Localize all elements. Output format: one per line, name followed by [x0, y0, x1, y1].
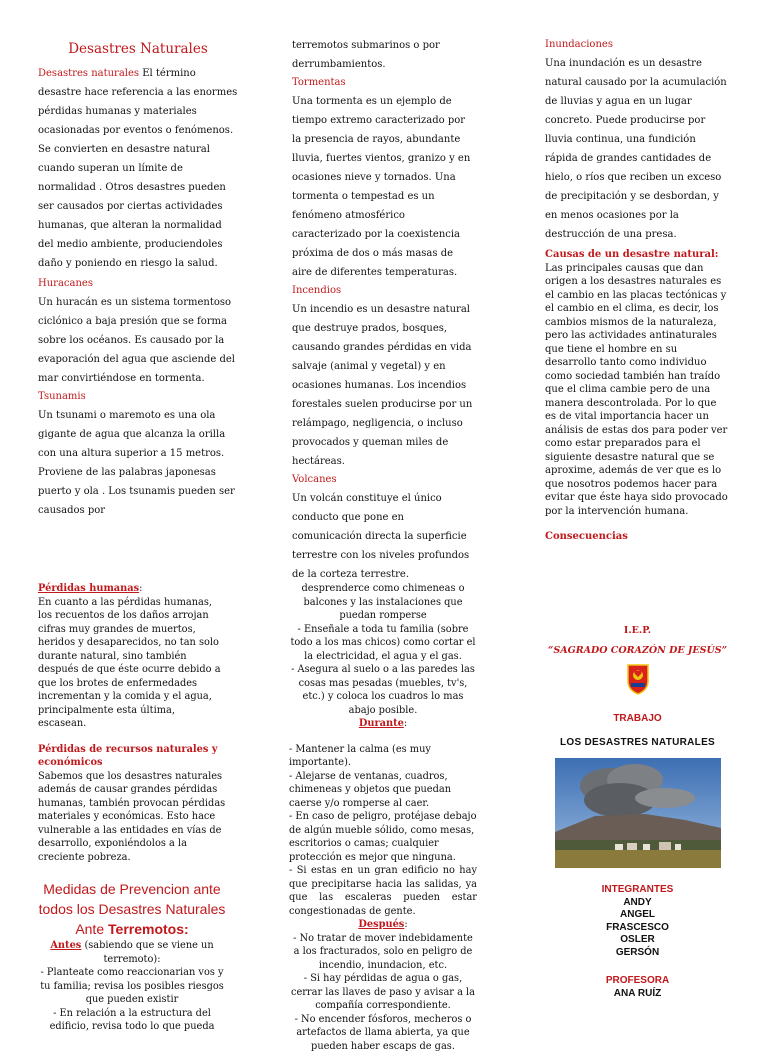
- incendios-heading: Incendios: [292, 282, 475, 300]
- integrante-name: FRASCESCO: [530, 922, 745, 935]
- school-abbr: I.E.P.: [530, 625, 745, 636]
- durante-item-2: - Alejarse de ventanas, cuadros, chimeneas y objetos que puedan caerse y/o romperse al caer.: [289, 770, 477, 811]
- despues-item-3: - No encender fósforos, mecheros o artefactos de llama abierta, ya que pueden haber escaps de gas.: [289, 1013, 477, 1053]
- antes-item-4: - Asegura al suelo o a las paredes las cosas mas pesadas (muebles, tv's, etc.) y coloca los cuadros lo mas abajo posible.: [289, 663, 477, 717]
- intro-text: El término desastre hace referencia a las enormes pérdidas humanas y materiales ocasionadas por eventos o fenómenos. Se convierten en desastre natural cuando superan un límite de normalidad . Otros desastres pueden ser causados por ciertas actividades humanas, que alteran la normalidad del medio ambiente, produciendoles daño y poniendo en riesgo la salud.: [38, 68, 237, 269]
- tsunamis-continued: terremotos submarinos o por derrumbamientos.: [292, 36, 475, 74]
- despues-heading: Después: [358, 919, 404, 930]
- integrante-name: ANDY: [530, 897, 745, 910]
- tormentas-text: Una tormenta es un ejemplo de tiempo extremo caracterizado por la presencia de rayos, abundante lluvia, fuertes vientos, granizo y en ocasiones nieve y tornados. Una tormenta o tempestad es un fenómeno atmosférico caracterizado por la coexistencia próxima de dos o más masas de aire de diferentes temperaturas.: [292, 92, 475, 282]
- integrantes-heading: INTEGRANTES: [530, 884, 745, 897]
- ante-terremotos-heading: Ante Terremotos:: [38, 919, 226, 939]
- column-1: [38, 38, 238, 520]
- integrante-name: ANGEL: [530, 909, 745, 922]
- cover-panel: [530, 625, 745, 1000]
- school-crest-icon: [626, 663, 650, 695]
- causas-text: Las principales causas que dan origen a los desastres naturales es el cambio en las placas tectónicas y el cambio en el clima, es decir, los cambios mismos de la naturaleza, pero las actividades antinaturales que tiene el hombre en su desarrollo tanto como individuo como sociedad también han traído que el clima cambie pero de una manera descontrolada. Por lo que es de vital importancia hacer un análisis de estas dos para poder ver como estar preparados para el siguiente desastre natural que se aproxime, además de ver que es lo que nosotros podemos hacer para evitar que éste haya sido provocado por la intervención humana.: [545, 262, 730, 519]
- antes-continued: desprenderce como chimeneas o balcones y las instalaciones que puedan romperse: [289, 582, 477, 623]
- integrante-name: OSLER: [530, 934, 745, 947]
- durante-item-1: - Mantener la calma (es muy importante).: [289, 743, 477, 770]
- causas-heading: Causas de un desastre natural:: [545, 248, 730, 262]
- perdidas-heading: Pérdidas humanas: [38, 583, 139, 594]
- volcano-photo: [555, 758, 721, 868]
- durante-item-3: - En caso de peligro, protéjase debajo de algún mueble sólido, como mesas, escritorios o camas; cualquier protección es mejor que ninguna.: [289, 810, 477, 864]
- page-title: Desastres Naturales: [38, 38, 238, 60]
- recursos-heading: Pérdidas de recursos naturales y económicos: [38, 743, 226, 770]
- durante-item-4: - Si estas en un gran edificio no hay que precipitarse hacia las salidas, ya que las escaleras pueden estar congestionadas de gente.: [289, 864, 477, 918]
- trabajo-label: TRABAJO: [530, 713, 745, 724]
- volcanes-text: Un volcán constituye el único conducto que pone en comunicación directa la superficie terrestre con los niveles profundos de la corteza terrestre.: [292, 489, 475, 584]
- intro-term: Desastres naturales: [38, 68, 139, 79]
- column-4: [38, 582, 226, 1034]
- durante-heading: Durante: [359, 718, 404, 729]
- profesora-heading: PROFESORA: [530, 975, 745, 988]
- antes-note: (sabiendo que se viene un terremoto):: [81, 940, 213, 965]
- durante-heading-row: Durante:: [289, 717, 477, 731]
- integrantes-list: [530, 897, 745, 960]
- intro-paragraph: [38, 64, 238, 273]
- antes-label: Antes: [50, 940, 81, 951]
- consecuencias-heading: Consecuencias: [545, 530, 730, 544]
- school-name: “SAGRADO CORAZÓN DE JESÚS”: [530, 645, 745, 656]
- tsunamis-heading: Tsunamis: [38, 388, 238, 406]
- perdidas-text: En cuanto a las pérdidas humanas, los recuentos de los daños arrojan cifras muy grandes de muertos, heridos y desaparecidos, no tan solo durante natural, sino también después de que éste ocurre debido a que los brotes de enfermedades incrementan y la comida y el agua, principalmente esta última, escasean.: [38, 596, 226, 731]
- huracanes-heading: Huracanes: [38, 275, 238, 293]
- antes-item-2: - En relación a la estructura del edificio, revisa todo lo que pueda: [38, 1007, 226, 1034]
- column-3: [545, 36, 730, 544]
- despues-item-1: - No tratar de mover indebidamente a los fracturados, solo en peligro de incendio, inundacion, etc.: [289, 932, 477, 973]
- despues-heading-row: Después:: [289, 918, 477, 932]
- profesora-name: ANA RUÍZ: [530, 988, 745, 1001]
- incendios-text: Un incendio es un desastre natural que destruye prados, bosques, causando grandes pérdidas en vida salvaje (animal y vegetal) y en ocasiones humanas. Los incendios forestales suelen producirse por un relámpago, negligencia, o incluso provocados y queman miles de hectáreas.: [292, 300, 475, 471]
- tsunamis-text: Un tsunami o maremoto es una ola gigante de agua que alcanza la orilla con una altura superior a 15 metros. Proviene de las palabras japonesas puerto y ola . Los tsunamis pueden ser causados por: [38, 406, 238, 520]
- tormentas-heading: Tormentas: [292, 74, 475, 92]
- despues-item-2: - Si hay pérdidas de agua o gas, cerrar las llaves de paso y avisar a la compañía correspondiente.: [289, 972, 477, 1013]
- column-5: [289, 582, 477, 1053]
- perdidas-heading-row: Pérdidas humanas:: [38, 582, 226, 596]
- medidas-heading: Medidas de Prevencion ante todos los Desastres Naturales: [38, 879, 226, 919]
- inundaciones-text: Una inundación es un desastre natural causado por la acumulación de lluvias y agua en un lugar concreto. Puede producirse por lluvia continua, una fundición rápida de grandes cantidades de hielo, o ríos que reciben un exceso de precipitación y se desbordan, y en menos ocasiones por la destrucción de una presa.: [545, 54, 730, 244]
- huracanes-text: Un huracán es un sistema tormentoso ciclónico a baja presión que se forma sobre los océanos. Es causado por la evaporación del agua que asciende del mar convirtiéndose en tormenta.: [38, 293, 238, 388]
- column-2: [292, 36, 475, 584]
- antes-block: [38, 939, 226, 966]
- antes-item-3: - Enseñale a toda tu familia (sobre todo a los mas chicos) como cortar el la electricidad, el agua y el gas.: [289, 623, 477, 664]
- antes-item-1: - Planteate como reaccionarian vos y tu familia; revisa los posibles riesgos que pueden existir: [38, 966, 226, 1007]
- volcanes-heading: Volcanes: [292, 471, 475, 489]
- recursos-text: Sabemos que los desastres naturales además de causar grandes pérdidas humanas, también provocan pérdidas materiales y económicas. Esto hace vulnerable a las entidades en vías de desarrollo, exponiéndolos a la creciente pobreza.: [38, 770, 226, 865]
- topic-title: LOS DESASTRES NATURALES: [530, 737, 745, 748]
- integrante-name: GERSÓN: [530, 947, 745, 960]
- inundaciones-heading: Inundaciones: [545, 36, 730, 54]
